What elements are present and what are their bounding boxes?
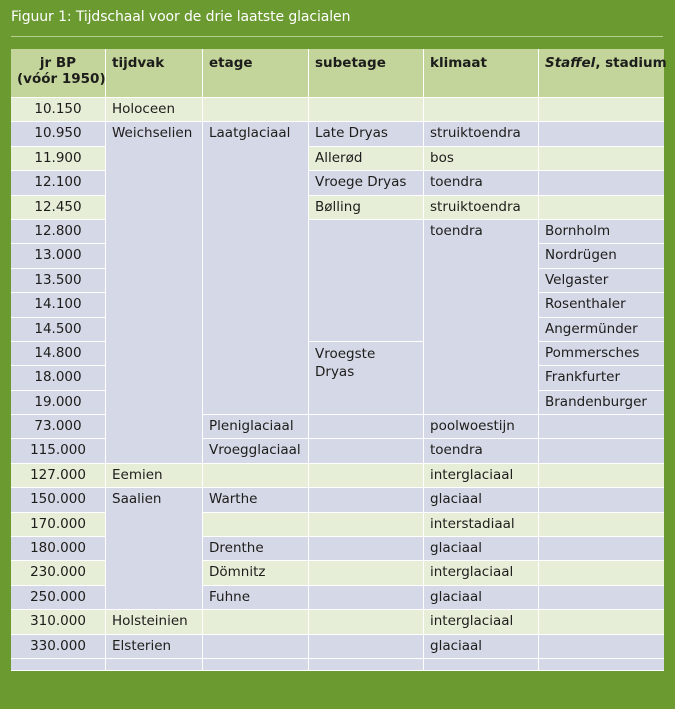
header-tijdvak: tijdvak (106, 49, 203, 98)
year-cell: 170.000 (11, 513, 106, 537)
etage-cell: Warthe (203, 488, 309, 512)
year-cell: 10.950 (11, 122, 106, 146)
subetage-cell (309, 415, 424, 439)
year-cell: 12.800 (11, 220, 106, 244)
table-row (11, 610, 664, 634)
klimaat-cell: interglaciaal (424, 561, 539, 585)
tijdvak-cell: Holsteinien (106, 610, 203, 634)
year-cell: 250.000 (11, 586, 106, 610)
subetage-cell: Bølling (309, 196, 424, 220)
subetage-cell (309, 659, 424, 671)
etage-cell: Dömnitz (203, 561, 309, 585)
stadium-cell: Bornholm (539, 220, 664, 244)
klimaat-cell: interglaciaal (424, 464, 539, 488)
table-header-row (11, 49, 664, 98)
klimaat-cell: struiktoendra (424, 122, 539, 146)
subetage-cell: Vroegste Dryas (309, 342, 424, 415)
stadium-cell (539, 537, 664, 561)
etage-cell: Drenthe (203, 537, 309, 561)
year-cell: 12.100 (11, 171, 106, 195)
etage-cell (203, 659, 309, 671)
year-cell: 10.150 (11, 98, 106, 122)
stadium-cell (539, 561, 664, 585)
etage-cell: Pleniglaciaal (203, 415, 309, 439)
stadium-cell (539, 488, 664, 512)
title-divider (11, 36, 663, 37)
subetage-cell (309, 513, 424, 537)
subetage-cell: Vroege Dryas (309, 171, 424, 195)
header-year: jr BP (vóór 1950) (11, 49, 106, 98)
klimaat-cell: glaciaal (424, 488, 539, 512)
figure-title: Figuur 1: Tijdschaal voor de drie laatste glacialen (11, 9, 351, 25)
year-cell: 330.000 (11, 635, 106, 659)
subetage-cell (309, 586, 424, 610)
stadium-cell (539, 415, 664, 439)
header-klimaat: klimaat (424, 49, 539, 98)
table-row (11, 98, 664, 122)
stadium-cell: Rosenthaler (539, 293, 664, 317)
tijdvak-cell (106, 659, 203, 671)
stadium-cell (539, 513, 664, 537)
klimaat-cell (424, 98, 539, 122)
klimaat-cell: interstadiaal (424, 513, 539, 537)
klimaat-cell: interglaciaal (424, 610, 539, 634)
year-cell: 230.000 (11, 561, 106, 585)
stadium-cell (539, 659, 664, 671)
stadium-cell: Velgaster (539, 269, 664, 293)
etage-cell: Fuhne (203, 586, 309, 610)
tijdvak-cell: Weichselien (106, 122, 203, 463)
subetage-cell (309, 439, 424, 463)
year-cell (11, 659, 106, 671)
stadium-cell: Pommersches (539, 342, 664, 366)
etage-cell (203, 610, 309, 634)
year-cell: 11.900 (11, 147, 106, 171)
table-row (11, 635, 664, 659)
stadium-cell (539, 171, 664, 195)
klimaat-cell: poolwoestijn (424, 415, 539, 439)
subetage-cell (309, 561, 424, 585)
glacial-timescale-table (11, 49, 667, 671)
year-cell: 13.000 (11, 244, 106, 268)
year-cell: 12.450 (11, 196, 106, 220)
etage-cell (203, 98, 309, 122)
stadium-cell: Frankfurter (539, 366, 664, 390)
year-cell: 14.100 (11, 293, 106, 317)
year-cell: 127.000 (11, 464, 106, 488)
subetage-cell: Late Dryas (309, 122, 424, 146)
klimaat-cell: toendra (424, 439, 539, 463)
table-row (11, 488, 664, 512)
table-row (11, 122, 664, 146)
stadium-cell: Angermünder (539, 318, 664, 342)
stadium-cell (539, 610, 664, 634)
year-cell: 13.500 (11, 269, 106, 293)
klimaat-cell: toendra (424, 171, 539, 195)
stadium-cell (539, 122, 664, 146)
header-staffel-stadium: Staffel, stadium (539, 49, 664, 98)
tijdvak-cell: Eemien (106, 464, 203, 488)
tijdvak-cell: Elsterien (106, 635, 203, 659)
year-cell: 115.000 (11, 439, 106, 463)
klimaat-cell: struiktoendra (424, 196, 539, 220)
stadium-cell (539, 98, 664, 122)
stadium-cell: Brandenburger (539, 391, 664, 415)
stadium-cell (539, 464, 664, 488)
stadium-cell (539, 147, 664, 171)
subetage-cell: Allerød (309, 147, 424, 171)
klimaat-cell: bos (424, 147, 539, 171)
klimaat-cell: toendra (424, 220, 539, 415)
header-etage: etage (203, 49, 309, 98)
year-cell: 180.000 (11, 537, 106, 561)
stadium-cell (539, 439, 664, 463)
year-cell: 14.500 (11, 318, 106, 342)
subetage-cell (309, 464, 424, 488)
etage-cell: Vroegglaciaal (203, 439, 309, 463)
subetage-cell (309, 537, 424, 561)
subetage-cell (309, 635, 424, 659)
year-cell: 150.000 (11, 488, 106, 512)
year-cell: 14.800 (11, 342, 106, 366)
subetage-cell (309, 220, 424, 342)
subetage-cell (309, 488, 424, 512)
tijdvak-cell: Holoceen (106, 98, 203, 122)
stadium-cell (539, 586, 664, 610)
klimaat-cell: glaciaal (424, 537, 539, 561)
stadium-cell: Nordrügen (539, 244, 664, 268)
subetage-cell (309, 610, 424, 634)
stadium-cell (539, 196, 664, 220)
klimaat-cell (424, 659, 539, 671)
subetage-cell (309, 98, 424, 122)
year-cell: 19.000 (11, 391, 106, 415)
year-cell: 18.000 (11, 366, 106, 390)
klimaat-cell: glaciaal (424, 586, 539, 610)
table-row (11, 464, 664, 488)
etage-cell (203, 513, 309, 537)
tijdvak-cell: Saalien (106, 488, 203, 610)
table-row (11, 659, 664, 671)
etage-cell (203, 464, 309, 488)
year-cell: 310.000 (11, 610, 106, 634)
year-cell: 73.000 (11, 415, 106, 439)
etage-cell: Laatglaciaal (203, 122, 309, 415)
header-subetage: subetage (309, 49, 424, 98)
etage-cell (203, 635, 309, 659)
klimaat-cell: glaciaal (424, 635, 539, 659)
stadium-cell (539, 635, 664, 659)
